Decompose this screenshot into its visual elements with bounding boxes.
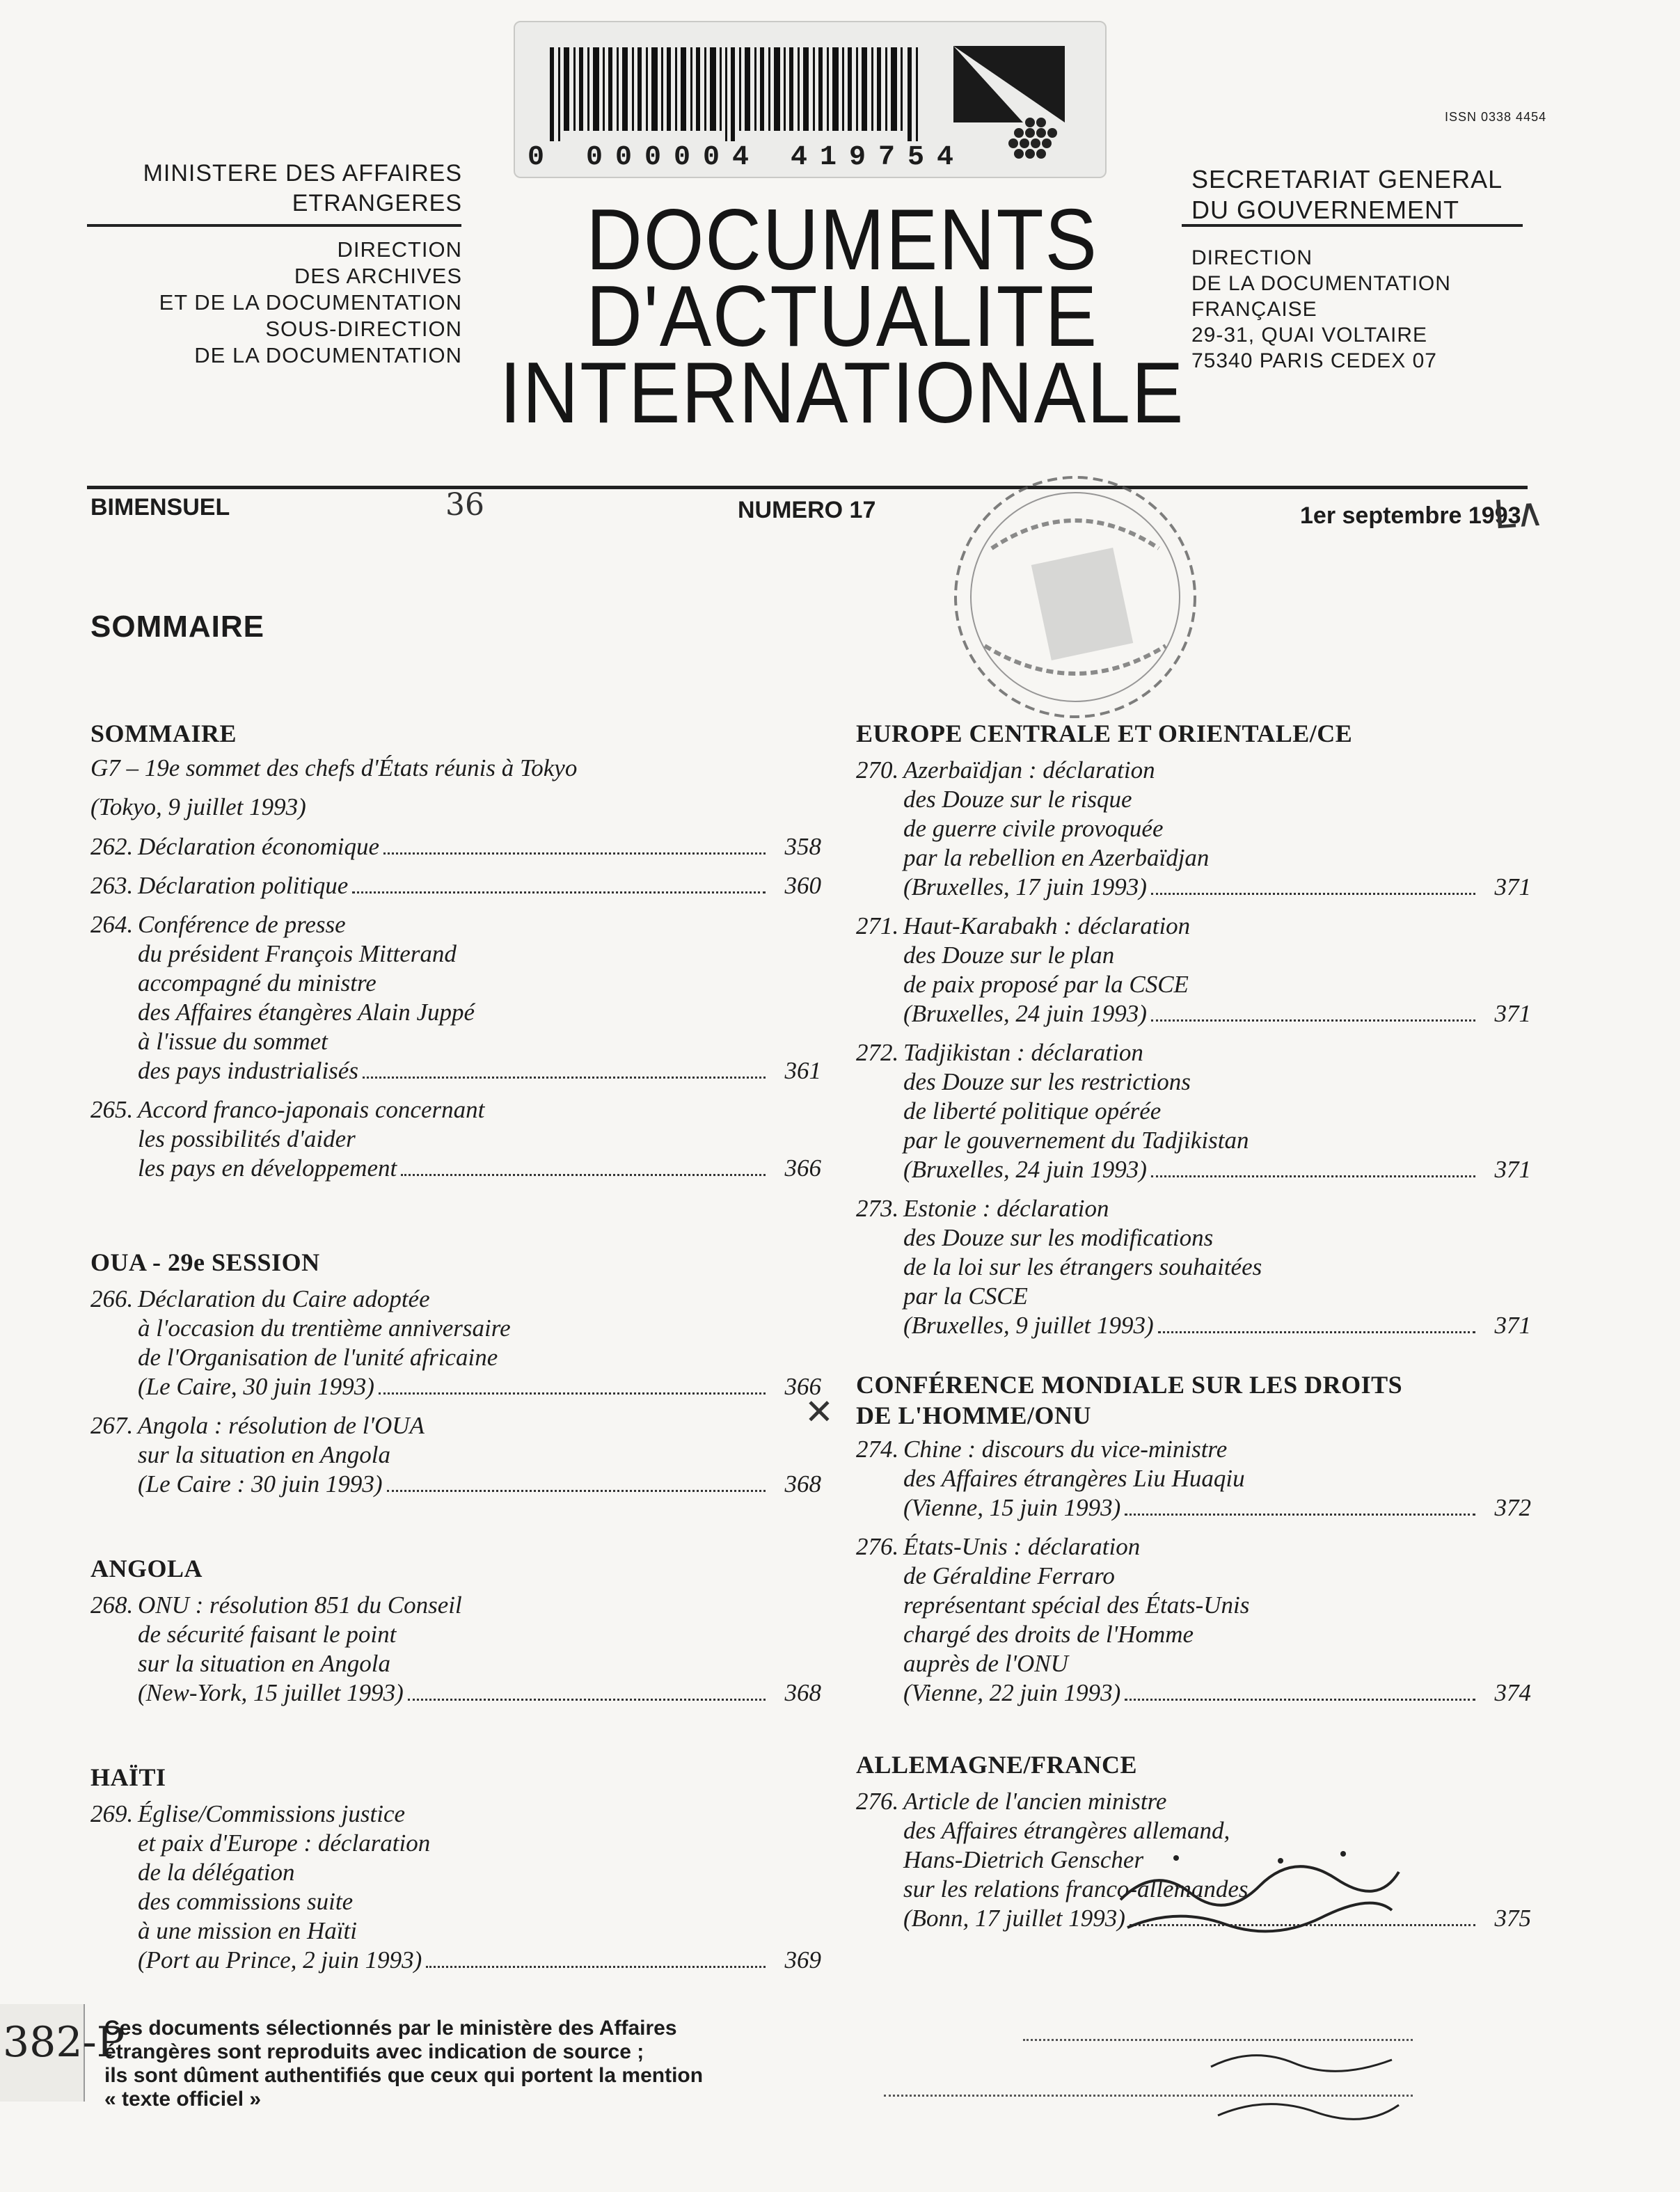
toc-entry[interactable] <box>90 1285 821 1401</box>
entry-text: (Bruxelles, 24 juin 1993) <box>903 1156 1147 1183</box>
ministry-name <box>143 159 462 219</box>
entry-text: (Vienne, 15 juin 1993) <box>903 1494 1121 1521</box>
entry-text: (New-York, 15 juillet 1993) <box>138 1679 404 1706</box>
entry-page: 368 <box>784 1470 821 1498</box>
entry-line: des Douze sur le risque <box>903 786 1132 813</box>
entry-text: (Bonn, 17 juillet 1993) <box>903 1905 1125 1932</box>
entry-line: de liberté politique opérée <box>903 1097 1162 1125</box>
entry-page: 371 <box>1494 1312 1531 1339</box>
frequency: BIMENSUEL <box>90 494 230 521</box>
entry-line: des Douze sur les restrictions <box>903 1068 1191 1095</box>
entry-number: 271. <box>856 912 899 939</box>
entry-line: des Affaires étrangères Liu Huaqiu <box>903 1465 1245 1492</box>
entry-line: Article de l'ancien ministre <box>903 1788 1167 1815</box>
entry-line: des Affaires étangères Alain Juppé <box>138 999 475 1026</box>
entry-line: de l'Organisation de l'unité africaine <box>138 1344 498 1371</box>
toc-entry[interactable] <box>856 1194 1531 1340</box>
entry-text: (Bruxelles, 24 juin 1993) <box>903 1000 1147 1027</box>
entry-line: de la délégation <box>138 1859 295 1886</box>
barcode <box>550 47 926 141</box>
section-title: OUA - 29e SESSION <box>90 1248 320 1276</box>
section-subtitle: G7 – 19e sommet des chefs d'États réunis à Tokyo <box>90 754 578 781</box>
handwritten-arabic-note-icon <box>1197 2039 1406 2136</box>
toc-section <box>856 1369 1531 1708</box>
footer-line: Ces documents sélectionnés par le ministère des Affaires <box>104 2017 677 2040</box>
toc-right-column <box>856 718 1531 1933</box>
toc-entry[interactable] <box>856 1532 1531 1708</box>
entry-number: 268. <box>90 1591 134 1619</box>
entry-page: 369 <box>784 1946 821 1973</box>
handwritten-number: 36 <box>445 487 484 523</box>
entry-text: (Le Caire : 30 juin 1993) <box>138 1470 383 1498</box>
entry-line: Chine : discours du vice-ministre <box>903 1436 1228 1463</box>
toc-entry[interactable] <box>90 1591 821 1708</box>
entry-line: Conférence de presse <box>138 911 346 938</box>
entry-page: 371 <box>1494 1156 1531 1183</box>
entry-line: chargé des droits de l'Homme <box>903 1621 1194 1648</box>
direction-right-line: DE LA DOCUMENTATION <box>1191 272 1451 295</box>
toc-entry[interactable] <box>856 1435 1531 1523</box>
entry-line: Estonie : déclaration <box>903 1195 1109 1222</box>
entry-line: États-Unis : déclaration <box>903 1533 1141 1560</box>
toc-entry[interactable] <box>856 756 1531 902</box>
toc-entry[interactable] <box>90 1800 821 1975</box>
toc-section <box>90 1247 821 1499</box>
entry-line: par la CSCE <box>903 1282 1028 1310</box>
annotation-dotted-line <box>884 2095 1413 2097</box>
entry-page: 366 <box>784 1154 821 1182</box>
entry-line: sur la situation en Angola <box>138 1650 390 1677</box>
secretariat-line: DU GOUVERNEMENT <box>1191 196 1460 224</box>
issue-date: 1er septembre 1993 <box>1300 502 1521 529</box>
barcode-number: 0 000004 419754 <box>528 142 967 173</box>
title-line: INTERNATIONALE <box>499 345 1185 441</box>
entry-text: Déclaration politique <box>138 872 349 899</box>
secretariat-line: SECRETARIAT GENERAL <box>1191 165 1503 193</box>
entry-line: Déclaration du Caire adoptée <box>138 1285 430 1312</box>
direction-right-line: DIRECTION <box>1191 246 1313 269</box>
entry-line: du président François Mitterand <box>138 940 457 967</box>
direction-right-line: FRANÇAISE <box>1191 298 1317 321</box>
entry-number: 262. <box>90 833 134 860</box>
direction-left-line: ET DE LA DOCUMENTATION <box>159 290 462 315</box>
entry-text: (Le Caire, 30 juin 1993) <box>138 1373 374 1400</box>
toc-entry[interactable] <box>856 1038 1531 1184</box>
entry-number: 265. <box>90 1096 134 1123</box>
footer-line: « texte officiel » <box>104 2088 262 2111</box>
toc-entry[interactable] <box>90 1095 821 1183</box>
entry-line: de paix proposé par la CSCE <box>903 971 1189 998</box>
entry-line: auprès de l'ONU <box>903 1650 1068 1677</box>
toc-section <box>856 718 1531 1340</box>
entry-line: à une mission en Haïti <box>138 1917 357 1944</box>
entry-number: 266. <box>90 1285 134 1312</box>
direction-left-line: SOUS-DIRECTION <box>265 317 462 341</box>
entry-line: de guerre civile provoquée <box>903 815 1164 842</box>
toc-entry[interactable] <box>856 912 1531 1029</box>
toc-entry[interactable] <box>90 871 821 900</box>
toc-entry[interactable] <box>90 832 821 861</box>
ministry-line: MINISTERE DES AFFAIRES <box>143 160 462 186</box>
toc-entry[interactable] <box>90 1411 821 1499</box>
footer-line: ils sont dûment authentifiés que ceux qui portent la mention <box>104 2064 704 2087</box>
direction-right <box>1191 245 1451 374</box>
entry-line: de sécurité faisant le point <box>138 1621 397 1648</box>
toc-section <box>90 1762 821 1975</box>
entry-number: 263. <box>90 872 134 899</box>
entry-line: des Douze sur le plan <box>903 942 1115 969</box>
direction-left-line: DES ARCHIVES <box>294 264 462 288</box>
entry-line: des Affaires étrangères allemand, <box>903 1817 1230 1844</box>
toc-entry[interactable] <box>90 910 821 1086</box>
entry-line: les possibilités d'aider <box>138 1125 356 1152</box>
entry-number: 276. <box>856 1788 899 1815</box>
entry-page: 371 <box>1494 1000 1531 1027</box>
entry-line: accompagné du ministre <box>138 969 377 996</box>
sommaire-heading: SOMMAIRE <box>90 610 264 644</box>
entry-line: des Douze sur les modifications <box>903 1224 1214 1251</box>
entry-text: les pays en développement <box>138 1154 397 1182</box>
header-rule-left <box>87 224 461 227</box>
direction-right-line: 29-31, QUAI VOLTAIRE <box>1191 324 1427 347</box>
entry-line: à l'occasion du trentième anniversaire <box>138 1315 511 1342</box>
section-subtitle: (Tokyo, 9 juillet 1993) <box>90 793 306 820</box>
library-stamp-icon <box>943 465 1207 729</box>
issue-number: NUMERO 17 <box>738 497 876 523</box>
entry-number: 267. <box>90 1412 134 1439</box>
toc-section <box>90 1553 821 1708</box>
handwritten-cross-icon: ✕ <box>805 1392 834 1432</box>
entry-line: représentant spécial des États-Unis <box>903 1591 1250 1619</box>
direction-left <box>159 237 462 369</box>
entry-line: Hans-Dietrich Genscher <box>903 1846 1144 1873</box>
handwritten-arabic-annotation-icon <box>1114 1837 1406 1941</box>
entry-page: 366 <box>784 1373 821 1400</box>
entry-number: 274. <box>856 1436 899 1463</box>
entry-line: Tadjikistan : déclaration <box>903 1039 1143 1066</box>
entry-page: 375 <box>1494 1905 1531 1932</box>
entry-line: sur la situation en Angola <box>138 1441 390 1468</box>
entry-page: 358 <box>784 833 821 860</box>
entry-number: 276. <box>856 1533 899 1560</box>
section-title: CONFÉRENCE MONDIALE SUR LES DROITS <box>856 1371 1403 1399</box>
entry-text: (Bruxelles, 17 juin 1993) <box>903 873 1147 900</box>
toc-section <box>90 718 821 1183</box>
entry-line: Haut-Karabakh : déclaration <box>903 912 1191 939</box>
publisher-logo-icon <box>953 46 1065 164</box>
entry-line: par le gouvernement du Tadjikistan <box>903 1127 1249 1154</box>
footer-note <box>104 2017 703 2111</box>
entry-page: 371 <box>1494 873 1531 900</box>
section-title: DE L'HOMME/ONU <box>856 1401 1091 1429</box>
toc-left-column <box>90 718 821 1975</box>
entry-number: 273. <box>856 1195 899 1222</box>
entry-line: sur les relations franco-allemandes <box>903 1875 1249 1903</box>
entry-line: Église/Commissions justice <box>138 1800 406 1827</box>
margin-handwriting: 382-P <box>3 2018 125 2067</box>
entry-text: des pays industrialisés <box>138 1057 358 1084</box>
entry-text: (Port au Prince, 2 juin 1993) <box>138 1946 422 1973</box>
secretariat-general <box>1191 164 1503 225</box>
direction-left-line: DE LA DOCUMENTATION <box>194 343 462 367</box>
header-rule-right <box>1182 224 1523 227</box>
entry-line: et paix d'Europe : déclaration <box>138 1829 431 1857</box>
entry-line: ONU : résolution 851 du Conseil <box>138 1591 462 1619</box>
direction-left-line: DIRECTION <box>337 237 462 262</box>
entry-page: 368 <box>784 1679 821 1706</box>
section-title: ALLEMAGNE/FRANCE <box>856 1751 1138 1779</box>
entry-text: (Vienne, 22 juin 1993) <box>903 1679 1121 1706</box>
section-title: SOMMAIRE <box>90 720 237 747</box>
handwritten-mark: L∧ <box>1491 489 1546 539</box>
section-title: EUROPE CENTRALE ET ORIENTALE/CE <box>856 720 1353 747</box>
entry-number: 264. <box>90 911 134 938</box>
entry-page: 372 <box>1494 1494 1531 1521</box>
direction-right-line: 75340 PARIS CEDEX 07 <box>1191 349 1437 372</box>
entry-line: Accord franco-japonais concernant <box>138 1096 485 1123</box>
entry-number: 269. <box>90 1800 134 1827</box>
section-title: HAÏTI <box>90 1763 166 1791</box>
entry-line: de la loi sur les étrangers souhaitées <box>903 1253 1262 1280</box>
meta-rule <box>87 486 1528 489</box>
title-line: DOCUMENTS <box>586 192 1098 288</box>
entry-page: 374 <box>1494 1679 1531 1706</box>
publication-title <box>491 192 1193 441</box>
entry-line: par la rebellion en Azerbaïdjan <box>903 844 1210 871</box>
issn: ISSN 0338 4454 <box>1445 110 1547 124</box>
entry-line: Angola : résolution de l'OUA <box>138 1412 425 1439</box>
footer-line: étrangères sont reproduits avec indication de source ; <box>104 2040 644 2063</box>
entry-page: 360 <box>784 872 821 899</box>
section-title: ANGOLA <box>90 1555 203 1582</box>
entry-line: des commissions suite <box>138 1888 354 1915</box>
entry-line: à l'issue du sommet <box>138 1028 328 1055</box>
entry-line: Azerbaïdjan : déclaration <box>903 756 1155 784</box>
entry-text: (Bruxelles, 9 juillet 1993) <box>903 1312 1154 1339</box>
entry-text: Déclaration économique <box>138 833 379 860</box>
entry-line: de Géraldine Ferraro <box>903 1562 1115 1589</box>
ministry-line: ETRANGERES <box>292 190 462 216</box>
entry-page: 361 <box>784 1057 821 1084</box>
entry-number: 270. <box>856 756 899 784</box>
entry-number: 272. <box>856 1039 899 1066</box>
title-line: D'ACTUALITE <box>586 269 1098 365</box>
